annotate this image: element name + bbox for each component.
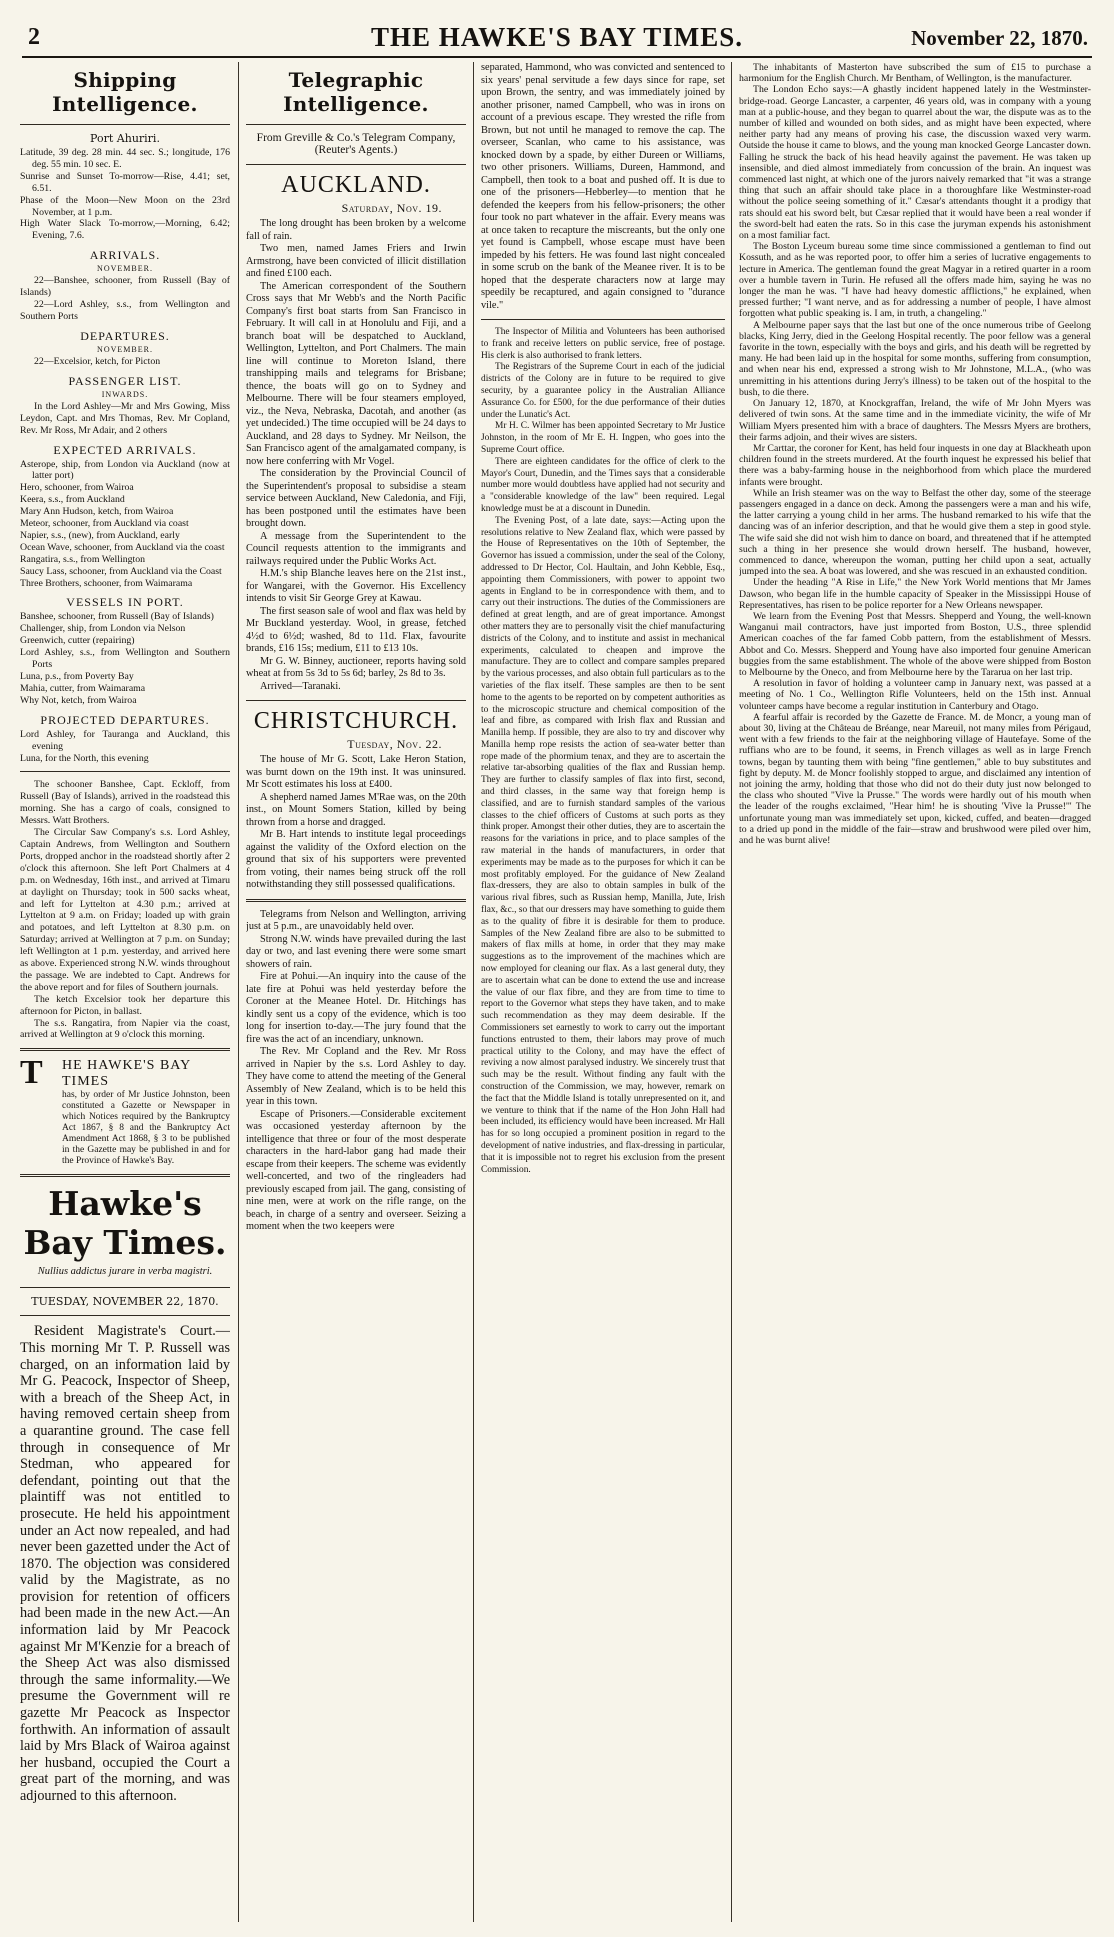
masthead-title: THE HAWKE'S BAY TIMES. xyxy=(370,22,744,52)
telegram-paragraph: H.M.'s ship Blanche leaves here on the 21st inst., for Wangarei, with the Governor. His Excellency intends to visit Sir George Grey at Kawau. xyxy=(246,568,466,604)
telegram-paragraph: Arrived—Taranaki. xyxy=(260,680,341,692)
divider xyxy=(20,771,230,772)
port-line: Latitude, 39 deg. 28 min. 44 sec. S.; longitude, 176 deg. 55 min. 10 sec. E. xyxy=(20,147,230,170)
escape-continued: separated, Hammond, who was convicted and sentenced to six years' penal servitude a few days since for rape, set upon Brown, the sentry, and was immediately joined by another prisoner, named Campbell, who was in irons on account of a previous escape. They wrested the rifle from Brown, but not until he managed to remove the cap. The overseer, Scanlan, who came to his assistance, was knocked down by a spade, by either Dureen or Williams, two other prisoners. Williams, Dureen, Hammond, and Campbell, then took to a boat and pushed off. It is due to one of the prisoners—Hebberley—to mention that he defended the keepers from his fellow-prisoners; the other four took no part whatever in the affair. Every means was at once taken to recapture the miscreants, but the only one yet found is Campbell, whose escape must have been impeded by his fetters. He was found last night concealed in some scrub on the bank of the Meanee river. It is to be hoped that the desperate characters now at large may speedily be recaptured, and again consigned to "durance vile." xyxy=(481,62,725,311)
column-1 xyxy=(20,62,230,1927)
expected-item: Hero, schooner, from Wairoa xyxy=(20,482,134,494)
drop-cap: T xyxy=(20,1054,43,1092)
telegram-paragraph: A shepherd named James M'Rae was, on the 20th inst., on Mount Somers Station, killed by being thrown from a horse and dragged. xyxy=(246,791,466,828)
shipping-paragraph: The Circular Saw Company's s.s. Lord Ashley, Captain Andrews, from Wellington and Southern Ports, dropped anchor in the roadstead shortly after 2 o'clock this afternoon. She left Port Chalmers at 4 p.m. on Wednesday, 16th inst., and arrived at Timaru at daylight on Thursday; took in 500 sacks wheat, and left for Lyttelton at 4.30 p.m.; arrived at Lyttelton at 9 a.m. on Friday; loaded up with grain and potatoes, and left Lyttelton at 8.30 p.m. on Saturday; arrived at Wellington at 7 p.m. on Sunday; left Wellington at 1 p.m. yesterday, and arrived here as above. Experienced strong N.W. winds throughout the passage. We are indebted to Capt. Andrews for the above report and for files of Southern journals. xyxy=(20,827,230,993)
news-paragraph: The Registrars of the Supreme Court in each of the judicial districts of the Colony are in future to be required to give security, by a guarantee policy in the Australian Alliance Assurance Co. for £500, for the due performance of their duties under the Lunatic's Act. xyxy=(481,362,725,420)
telegram-paragraph: The house of Mr G. Scott, Lake Heron Station, was burnt down on the 19th inst. It was uninsured. Mr Scott estimates his loss at £400. xyxy=(246,754,466,790)
vessel-item: Greenwich, cutter (repairing) xyxy=(20,635,135,647)
news-paragraph: A Melbourne paper says that the last but one of the once numerous tribe of Geelong blacks, King Jerry, died in the Geelong Hospital recently. The poor fellow was a general favorite in the town, especially with the boys and girls, and his death will be regretted by many. He had been laid up in the hospital for some months, suffering from consumption, and when near his end, expressed a strong wish to Mr Johnstone, M.L.A., (who was unremitting in his attentions during Jerry's illness) to be taken out of the hospital to the bush, to die there. xyxy=(739,319,1091,398)
arrival-item: 22—Lord Ashley, s.s., from Wellington and Southern Ports xyxy=(20,299,230,322)
passenger-list-sub: INWARDS. xyxy=(101,389,149,399)
page-number: 2 xyxy=(28,24,40,50)
expected-item: Keera, s.s., from Auckland xyxy=(20,494,125,506)
port-line: High Water Slack To-morrow,—Morning, 6.42; Evening, 7.6. xyxy=(20,218,230,242)
expected-item: Asterope, ship, from London via Auckland (now at latter port) xyxy=(20,458,230,482)
expected-item: Ocean Wave, schooner, from Auckland via the coast xyxy=(20,541,225,553)
issue-date: TUESDAY, NOVEMBER 22, 1870. xyxy=(31,1295,219,1309)
notice-heading: HE HAWKE'S BAY TIMES xyxy=(62,1058,191,1090)
expected-item: Three Brothers, schooner, from Waimarama xyxy=(20,577,193,589)
news-paragraph: The inhabitants of Masterton have subscribed the sum of £15 to purchase a harmonium for the English Church. Mr Bentham, of Wellington, is the manufacturer. xyxy=(739,62,1091,85)
telegram-source: From Greville & Co.'s Telegram Company, (Reuter's Agents.) xyxy=(256,132,456,156)
telegram-paragraph: The first season sale of wool and flax was held by Mr Buckland yesterday. Wool, in grease, fetched 4½d to 6½d; washed, 8d to 11d. Flax, favourite brands, £16 15s; medium, £11 to £13 10s. xyxy=(246,605,466,654)
divider xyxy=(20,1287,230,1288)
news-paragraph: Under the heading "A Rise in Life," the New York World mentions that Mr James Dawson, who began life in the humble capacity of Speaker in the Mississippi House of Representatives, has risen to be police reporter for a New Orleans newspaper. xyxy=(739,577,1091,611)
telegram-paragraph: The consideration by the Provincial Council of the Superintendent's proposal to subsidise a steam service between Auckland, New Caledonia, and Fiji, has been postponed until the estimates have been brought down. xyxy=(246,468,466,529)
shipping-paragraph: The schooner Banshee, Capt. Eckloff, from Russell (Bay of Islands), arrived in the roadstead this morning. She has a cargo of coals, consigned to Messrs. Watt Brothers. xyxy=(20,779,230,827)
arrival-item: 22—Banshee, schooner, from Russell (Bay of Islands) xyxy=(20,275,230,299)
news-paragraph: While an Irish steamer was on the way to Belfast the other day, some of the steerage passengers engaged in a dance on deck. Among the passengers were a man and his wife, the latter carrying a young child in her arms. The husband remarked to his wife that the dancing was of an inferior description, and that he would give them a step in good style. The wife said she did not wish him to dance on board, and threatened that if he attempted such a thing in her presence she would drown herself. The husband, however, commenced to dance, whereupon the woman, putting her child upon a seat, actually jumped into the sea. A boat was lowered, and she was rescued in an exhausted condition. xyxy=(739,487,1091,578)
local-paragraph: Fire at Pohui.—An inquiry into the cause of the late fire at Pohui was held yesterday before the Coroner at the Meanee Hotel. Dr. Hitchings has kindly sent us a copy of the evidence, which is too long for insertion to-day.—The jury found that the fire was the act of an incendiary, unknown. xyxy=(246,971,466,1045)
vessels-in-port-heading: VESSELS IN PORT. xyxy=(66,595,184,610)
divider xyxy=(246,164,466,165)
divider xyxy=(20,1048,230,1051)
telegram-paragraph: Two men, named James Friers and Irwin Armstrong, have been convicted of illicit distillation and fined £100 each. xyxy=(246,243,466,279)
projected-departures-heading: PROJECTED DEPARTURES. xyxy=(40,712,210,727)
news-paragraph: The Boston Lyceum bureau some time since commissioned a gentleman to find out Kossuth, and as he was reported poor, to offer him a series of lucrative engagements to lecture in America. The gentleman found the great Magyar in a retired quarter in a room over a humble tavern in Turin. He refused all the offers made him, saying he was no longer the man he was. "I have had heavy domestic afflictions," he explained, when pressed further; "I want nerve, and as for addressing a number of people, I have almost forgotten what public speaking is. I am, in truth, a changeling." xyxy=(739,241,1091,320)
local-paragraph: Escape of Prisoners.—Considerable excitement was occasioned yesterday afternoon by the intelligence that three or four of the most desperate characters in the hard-labor gang had made their escape from their keepers. The scheme was evidently well-concerted, and two of the ringleaders had previously escaped from jail. The gang, consisting of nine men, were at work on the rifle range, on the beach, in charge of a sentry and overseer. Seizing a moment when the two keepers were xyxy=(246,1108,466,1232)
vessel-item: Mahia, cutter, from Waimarama xyxy=(20,682,146,694)
port-name: Port Ahuriri. xyxy=(90,132,160,145)
port-line: Sunrise and Sunset To-morrow—Rise, 4.41; set, 6.51. xyxy=(20,170,230,194)
port-line: Phase of the Moon—New Moon on the 23rd November, at 1 p.m. xyxy=(20,194,230,218)
telegram-paragraph: Mr G. W. Binney, auctioneer, reports having sold wheat at from 5s 3d to 5s 6d; barley, 2s 8d to 3s. xyxy=(246,655,466,679)
departures-month: NOVEMBER. xyxy=(97,344,153,354)
expected-item: Meteor, schooner, from Auckland via coast xyxy=(20,518,189,530)
masthead xyxy=(22,20,1092,58)
telegram-paragraph: The American correspondent of the Southern Cross says that Mr Webb's and the North Pacific Company's first boat starts from San Francisco in February. It will call in at Honolulu and Fiji, and a branch boat will be despatched to Auckland, Wellington, Lyttelton, and Port Chalmers. The main line will continue to Moreton Island, there transhipping mails and telegrams for Brisbane; thence, the boats will go on to Sydney and Melbourne. There will be four steamers employed, viz., the Neva, Nebraska, Dacotah, and another (as yet undecided.) The time occupied will be 24 days to Auckland, and 28 days to Sydney. Mr Neilson, the San Francisco agent of the amalgamated company, is now here conferring with Mr Vogel. xyxy=(246,280,466,467)
telegram-paragraph: Mr B. Hart intends to institute legal proceedings against the validity of the Oxford election on the ground that six of his supporters were prevented from voting, their names being struck off the roll notwithstanding they still possessed qualifications. xyxy=(246,829,466,890)
paper-motto: Nullius addictus jurare in verba magistri. xyxy=(37,1266,213,1278)
vessel-item: Luna, p.s., from Poverty Bay xyxy=(20,671,134,682)
arrivals-month: NOVEMBER. xyxy=(97,264,153,274)
arrivals-heading: ARRIVALS. xyxy=(89,248,161,263)
projected-item: Lord Ashley, for Tauranga and Auckland, this evening xyxy=(20,728,230,752)
column-4 xyxy=(739,62,1091,1927)
news-paragraph: A resolution in favor of holding a volunteer camp in January next, was passed at a meeting of No. 1 Co., Wellington Rifle Volunteers, held on the 15th inst. Annual volunteer camps have become a regular institution in Canterbury and Otago. xyxy=(739,678,1091,712)
expected-item: Saucy Lass, schooner, from Auckland via the Coast xyxy=(20,565,222,577)
news-paragraph: We learn from the Evening Post that Messrs. Shepperd and Young, the well-known Wanganui mail contractors, have just imported from Boston, U.S., three splendid American coaches of the far famed Cobb pattern, from the establishment of Messrs. Abbot and Co. Messrs. Shepperd and Young have also imported four genuine American buggies from the same establishment. The whole of the above were shipped from Boston to Melbourne by the Oneco, and from Melbourne here by the Tararua on her last trip. xyxy=(739,610,1091,678)
divider xyxy=(20,124,230,125)
news-paragraph: The Inspector of Militia and Volunteers has been authorised to frank and receive letters on public service, free of postage. His clerk is also authorised to frank letters. xyxy=(481,327,725,361)
vessel-item: Challenger, ship, from London via Nelson xyxy=(20,623,186,635)
expected-item: Mary Ann Hudson, ketch, from Wairoa xyxy=(20,506,174,518)
news-paragraph: On January 12, 1870, at Knockgraffan, Ireland, the wife of Mr John Myers was delivered of twin sons. At the same time and in the immediate vicinity, the wife of Mr William Myers presented him with a brace of daughters. The Messrs Myers are brothers, their farms adjoin, and their wives are sisters. xyxy=(739,398,1091,443)
local-paragraph: The Rev. Mr Copland and the Rev. Mr Ross arrived in Napier by the s.s. Lord Ashley to day. They have come to attend the meeting of the General Assembly of New Zealand, which is to be held this year in this town. xyxy=(246,1046,466,1107)
departures-heading: DEPARTURES. xyxy=(80,328,170,343)
paper-title: Hawke's Bay Times. xyxy=(23,1184,227,1263)
expected-item: Napier, s.s., (new), from Auckland, early xyxy=(20,529,180,541)
divider xyxy=(20,1174,230,1177)
auckland-heading: AUCKLAND. xyxy=(281,172,431,198)
local-paragraph: Telegrams from Nelson and Wellington, arriving just at 5 p.m., are unavoidably held over. xyxy=(246,908,466,932)
local-paragraph: Strong N.W. winds have prevailed during the last day or two, and last evening there were some smart showers of rain. xyxy=(246,933,466,970)
divider xyxy=(246,124,466,125)
masthead-date: November 22, 1870. xyxy=(911,26,1088,50)
passenger-list-heading: PASSENGER LIST. xyxy=(68,373,182,388)
column-rule xyxy=(238,62,239,1922)
news-paragraph: The London Echo says:—A ghastly incident happened lately in the Westminster-bridge-road. George Lancaster, a carpenter, 46 years old, was in company with a young man at a public-house, and they began to quarrel about the war, the dispute was as to the number of killed and wounded on both sides, and as might have been expected, where neither party had any means of proving his case, the discussion waxed very warm. Outside the house it came to blows, and the young man knocked George Lancaster down. Falling he struck the back of his head heavily against the pavement. He was taken up insensible, and died almost immediately from concussion of the brain. An inquest was commenced last night, at which one of the jurors naively remarked that "it was a strange thing that such an affair should take place in a thoroughfare like Westminster-road without the police seeing something of it." Cæsar's attendants thought it a prodigy that rats should eat his sword belt, but Cæsar replied that it would have been a real wonder if the sword-belt had eaten the rats. So in this case the juryman expends his astonishment on a most familiar fact. xyxy=(739,84,1091,242)
gazette-notice xyxy=(20,1054,230,1167)
telegraphic-heading: Telegraphic Intelligence. xyxy=(283,68,429,116)
christchurch-heading: CHRISTCHURCH. xyxy=(253,708,459,734)
shipping-heading: Shipping Intelligence. xyxy=(52,68,198,116)
divider xyxy=(246,899,466,902)
news-paragraph: A fearful affair is recorded by the Gazette de France. M. de Moncr, a young man of about 30, living at the Château de Bréange, near Mareuil, not many miles from Périgaud, went with a few friends to the fair at the neighboring village of Hautefaye. Some of the ruffians who are to be found, it seems, in French villages as well as in large French towns, began by taunting them with being "fine gentlemen," able to buy substitutes and fight by deputy. M. de Moncr foolishly stopped to argue, and disclaimed any intention of not joining the army, holding that those who did not do their duty just now belonged to the class who shouted "Vive la Prusse." The words were hardly out of his mouth when the leader of the roughs exclaimed, "Hear him! he is shouting 'Vive la Prusse!'" The unfortunate young man was immediately set upon, kicked, cuffed, and beaten—dragged to a dried up pond in the middle of the fair—straw and brushwood were piled over him, and he was burnt alive! xyxy=(739,711,1091,847)
divider xyxy=(481,319,725,320)
shipping-paragraph: The ketch Excelsior took her departure this afternoon for Picton, in ballast. xyxy=(20,993,230,1017)
vessel-item: Banshee, schooner, from Russell (Bay of Islands) xyxy=(20,611,214,623)
column-rule xyxy=(473,62,474,1922)
expected-item: Rangatira, s.s., from Wellington xyxy=(20,553,146,565)
column-rule xyxy=(731,62,732,1922)
projected-item: Luna, for the North, this evening xyxy=(20,752,149,764)
news-paragraph: Mr H. C. Wilmer has been appointed Secretary to Mr Justice Johnston, in the room of Mr E. H. Ingpen, who goes into the Supreme Court office. xyxy=(481,421,725,455)
news-paragraph: There are eighteen candidates for the office of clerk to the Mayor's Court, Dunedin, and the Times says that a considerable number more would doubtless have applied had not security and a "considerable knowledge of the law" been required. Legal knowledge must be at a discount in Dunedin. xyxy=(481,456,725,514)
news-paragraph: The Evening Post, of a late date, says:—Acting upon the resolutions relative to New Zealand flax, which were passed by the House of Representatives on the 10th of September, the Governor has issued a commission, under the seal of the Colony, addressed to Dr Hector, Col. Haultain, and John Kebble, Esq., appointing them Commissioners, with power to appoint two agents in England to be in correspondence with them, and to carry out their instructions. The duties of the Commissioners are defined at great length, and are of great importance. Amongst other matters they are to personally visit the chief manufacturing districts of the Colony, and to institute and assist in mechanical experiments, calculated to cheapen and improve the manufacture. They are to collect and compare samples prepared by the various processes, and also obtain full particulars as to the varieties of the flax itself. These samples are then to be sent home to the agents to be reported on by competent authorities as to the microscopic structure and chemical composition of the leaf and fibre, as compared with Irish flax and Russian and Manilla hemp. If possible, they are also to try and discover why Manilla hemp rope resists the action of sea-water better than rope made of the phormium tenax, and they are to ascertain the relative tar-absorbing qualities of the flax and Russian hemp. They are further to classify samples of flax into first, second, and third classes, in the same way that foreign hemp is classified, and are to furnish standard samples of the various classes to the chief officers of Customs at such ports as they think proper. Amongst their other duties, they are to ascertain the reasons for the variations in price, and to place samples of the raw material in the hands of manufacturers, in order that experiments may be made as to the purposes for which it can be most profitably employed. For the guidance of New Zealand flax-dressers, they are also to obtain samples in bulk of the various rival fibres, such as Russian hemp, Manilla, Jute, Irish flax, &c., so that our dressers may have something to guide them as to the quality of fibre it is desirable for them to produce. Samples of the New Zealand fibre are also to be submitted to makers of flax mills at home, in order that they may make suggestions as to the improvement of the machines which are now employed for cleaning our flax. As a last general duty, they are to ascertain what can be done to extend the use and increase the value of our flax fibre, and they are from time to time to report to the Governor what steps they have taken, and to make such recommendation as they may deem desirable. If the Commissioners set earnestly to work to carry out the important functions entrusted to them, their labors may prove of much practical utility to the Colony, and may have the effect of reviving a now almost paralysed industry. We sincerely trust that such may be the result. Without finding any fault with the construction of the Commission, we may, however, remark on the fact that the Middle Island is totally unrepresented on it, and we venture to think that if the name of the Hon John Hall had been included, its efficiency would have been increased. Mr Hall has for so long occupied a prominent position in regard to the development of native industries, and flax-dressing in particular, that it is impossible not to regret his exclusion from the present Commission. xyxy=(481,515,725,1175)
column-2 xyxy=(246,62,466,1927)
christchurch-date: Tuesday, Nov. 22. xyxy=(347,737,442,751)
divider xyxy=(20,1315,230,1316)
notice-body: has, by order of Mr Justice Johnston, been constituted a Gazette or Newspaper in which Notices required by the Bankruptcy Act 1867, § 8 and the Bankruptcy Act Amendment Act 1868, § 3 to be published in the Gazette may be published in and for the Province of Hawke's Bay. xyxy=(62,1090,230,1167)
auckland-date: Saturday, Nov. 19. xyxy=(341,201,442,215)
column-3 xyxy=(481,62,725,1927)
telegram-paragraph: The long drought has been broken by a welcome fall of rain. xyxy=(246,218,466,242)
departure-item: 22—Excelsior, ketch, for Picton xyxy=(34,355,161,367)
divider xyxy=(246,700,466,701)
vessel-item: Why Not, ketch, from Wairoa xyxy=(20,694,137,706)
passenger-list: In the Lord Ashley—Mr and Mrs Gowing, Miss Leydon, Capt. and Mrs Thomas, Rev. Mr Copland, Rev. Mr Ross, Mr Adair, and 2 others xyxy=(20,400,230,436)
vessel-item: Lord Ashley, s.s., from Wellington and Southern Ports xyxy=(20,647,230,671)
news-paragraph: Mr Carttar, the coroner for Kent, has held four inquests in one day at Blackheath upon children found in the streets murdered. At the fourth inquest he expressed his belief that there was a baby-farming house in the neighborhood from which place the murdered infants were brought. xyxy=(739,442,1091,488)
expected-arrivals-heading: EXPECTED ARRIVALS. xyxy=(53,442,197,457)
leader-article: Resident Magistrate's Court.—This morning Mr T. P. Russell was charged, on an information laid by Mr G. Peacock, Inspector of Sheep, with a breach of the Sheep Act, in having removed certain sheep from a quarantine ground. The case fell through in consequence of Mr Stedman, who appeared for defendant, pointing out that the plaintiff was not entitled to prosecute. He held his appointment under an Act now repealed, and had never been gazetted under the Act of 1870. The objection was considered valid by the Magistrate, as no provision for retention of officers had been made in the new Act.—An information laid by Mr Peacock against Mr M'Kenzie for a breach of the Sheep Act was also dismissed through the same informality.—We presume the Government will re gazette Mr Peacock as Inspector forthwith. An information of assault laid by Mrs Black of Wairoa against her husband, occupied the Court a great part of the morning, and was adjourned to this afternoon. xyxy=(20,1323,230,1804)
shipping-paragraph: The s.s. Rangatira, from Napier via the coast, arrived at Wellington at 9 o'clock this morning. xyxy=(20,1017,230,1041)
telegram-paragraph: A message from the Superintendent to the Council requests attention to the immigrants and railways required under the Public Works Act. xyxy=(246,530,466,567)
